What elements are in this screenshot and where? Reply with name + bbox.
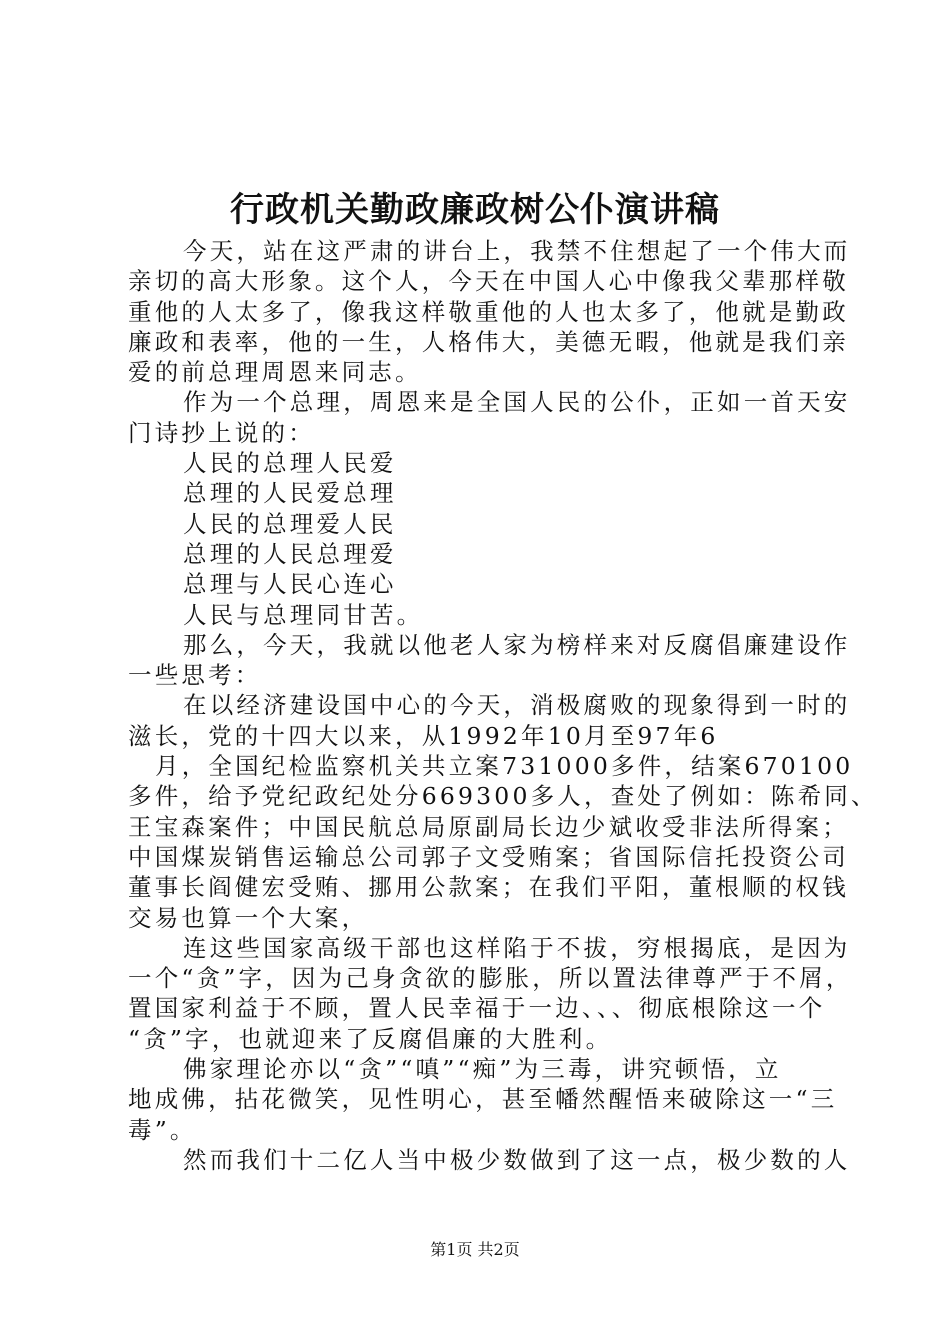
text-line: 一些思考： — [128, 661, 262, 690]
poem-line: 人民的总理爱人民 — [183, 509, 397, 538]
text-line: 廉政和表率，他的一生，人格伟大，美德无暇，他就是我们亲 — [128, 327, 849, 356]
poem-line: 总理的人民爱总理 — [183, 479, 397, 508]
text-line: 连这些国家高级干部也这样陷于不拔，穷根揭底，是因为 — [183, 933, 851, 962]
poem-line: 总理与人民心连心 — [183, 570, 397, 599]
text-line: 中国煤炭销售运输总公司郭子文受贿案；省国际信托投资公司 — [128, 842, 849, 871]
document-body — [128, 236, 878, 1175]
text-line: 月，全国纪检监察机关共立案731000多件，结案670100 — [155, 752, 854, 781]
text-line: 门诗抄上说的： — [128, 418, 315, 447]
text-line: 董事长阎健宏受贿、挪用公款案；在我们平阳，董根顺的权钱 — [128, 873, 849, 902]
poem-line: 人民与总理同甘苦。 — [183, 600, 424, 629]
text-line: 王宝森案件；中国民航总局原副局长边少斌收受非法所得案； — [128, 812, 849, 841]
text-line: 然而我们十二亿人当中极少数做到了这一点，极少数的人 — [183, 1145, 851, 1174]
text-line: 爱的前总理周恩来同志。 — [128, 358, 422, 387]
text-line: 置国家利益于不顾，置人民幸福于一边、、、彻底根除这一个 — [128, 994, 826, 1023]
text-line: 亲切的高大形象。这个人，今天在中国人心中像我父辈那样敬 — [128, 267, 849, 296]
text-line: 多件，给予党纪政纪处分669300多人，查处了例如：陈希同、 — [128, 782, 878, 811]
text-line: 重他的人太多了，像我这样敬重他的人也太多了，他就是勤政 — [128, 297, 849, 326]
poem-line: 总理的人民总理爱 — [183, 539, 397, 568]
text-line: 地成佛，拈花微笑，见性明心，甚至幡然醒悟来破除这一“三 — [128, 1085, 838, 1114]
page-footer: 第1页 共2页 — [430, 1240, 520, 1259]
text-line: 毒”。 — [128, 1115, 197, 1144]
text-line: 交易也算一个大案， — [128, 903, 369, 932]
text-line: 那么，今天，我就以他老人家为榜样来对反腐倡廉建设作 — [183, 630, 851, 659]
poem-line: 人民的总理人民爱 — [183, 449, 397, 478]
text-line: 作为一个总理，周恩来是全国人民的公仆，正如一首天安 — [183, 388, 851, 417]
text-line: 在以经济建设国中心的今天，消极腐败的现象得到一时的 — [183, 691, 851, 720]
text-line: 滋长，党的十四大以来，从1992年10月至97年6 — [128, 721, 719, 750]
text-line: 今天，站在这严肃的讲台上，我禁不住想起了一个伟大而 — [183, 237, 851, 265]
document-title: 行政机关勤政廉政树公仆演讲稿 — [230, 190, 720, 230]
text-line: 佛家理论亦以“贪”“嗔”“痴”为三毒，讲究顿悟，立 — [183, 1055, 782, 1084]
text-line: “贪”字，也就迎来了反腐倡廉的大胜利。 — [128, 1024, 613, 1053]
text-line: 一个“贪”字，因为己身贪欲的膨胀，所以置法律尊严于不屑， — [128, 964, 853, 993]
